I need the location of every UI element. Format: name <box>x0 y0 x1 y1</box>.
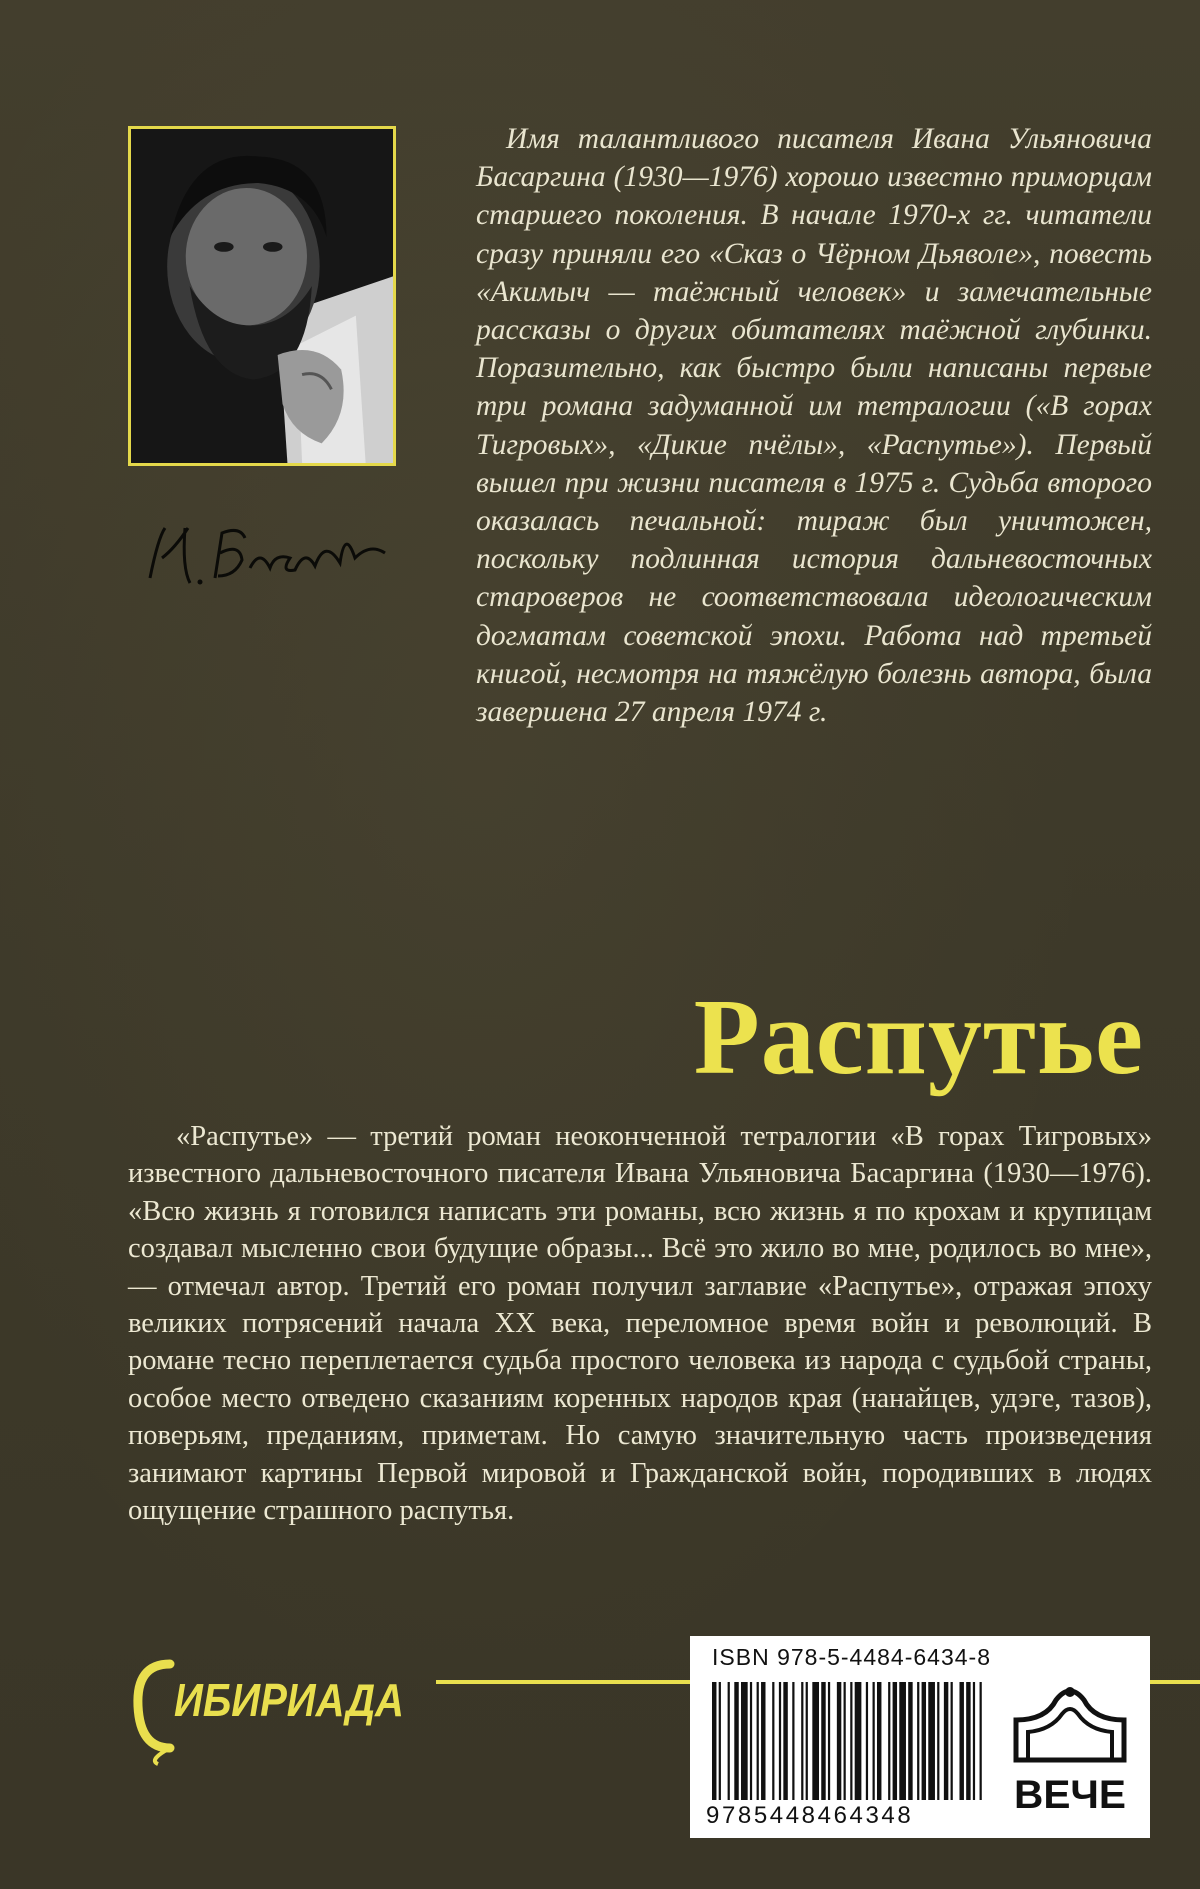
barcode-panel <box>690 1636 1150 1838</box>
author-signature <box>130 498 400 608</box>
author-annotation: Имя талантливого писателя Ивана Ульяновича Басаргина (1930—1976) хорошо известно приморцам старшего поколения. В начале 1970-х гг. читатели сразу приняли его «Сказ о Чёрном Дьяволе», повесть «Акимыч — таёжный человек» и замечательные рассказы о других обитателях таёжной глубинки. Поразительно, как быстро были написаны первые три романа задуманной им тетралогии («В горах Тигровых», «Дикие пчёлы», «Распутье»). Первый вышел при жизни писателя в 1975 г. Судьба второго оказалась печальной: тираж был уничтожен, поскольку подлинная история дальневосточных староверов не соответствовала идеологическим догматам советской эпохи. Работа над третьей книгой, несмотря на тяжёлую болезнь автора, была завершена 27 апреля 1974 г. <box>476 123 1152 729</box>
book-title: Распутье <box>693 978 1144 1097</box>
barcode-digits: 9785448464348 <box>706 1802 914 1829</box>
book-description: «Распутье» — третий роман неоконченной тетралогии «В горах Тигровых» известного дальневосточного писателя Ивана Ульяновича Басаргина (1930—1976). «Всю жизнь я готовился написать эти романы, всю жизнь я по крохам и крупицам создавал мысленно свои будущие образы... Всё это жило во мне, родилось во мне», — отмечал автор. Третий его роман получил заглавие «Распутье», отражая эпоху великих потрясений начала XX века, переломное время войн и революций. В романе тесно переплетается судьба простого человека из народа с судьбой страны, особое место отведено сказаниям коренных народов края (нанайцев, удэге, тазов), поверьям, преданиям, приметам. Но самую значительную часть произведения занимают картины Первой мировой и Гражданской войн, породивших в людях ощущение страшного распутья. <box>128 1121 1152 1527</box>
svg-text:ИБИРИАДА: ИБИРИАДА <box>174 1674 404 1726</box>
svg-text:ВЕЧЕ: ВЕЧЕ <box>1014 1773 1126 1817</box>
author-photo <box>128 126 396 466</box>
barcode-icon <box>712 1682 984 1808</box>
publisher-logo <box>1006 1680 1134 1820</box>
series-logo <box>128 1636 408 1766</box>
isbn-label: ISBN 978-5-4484-6434-8 <box>712 1644 991 1670</box>
